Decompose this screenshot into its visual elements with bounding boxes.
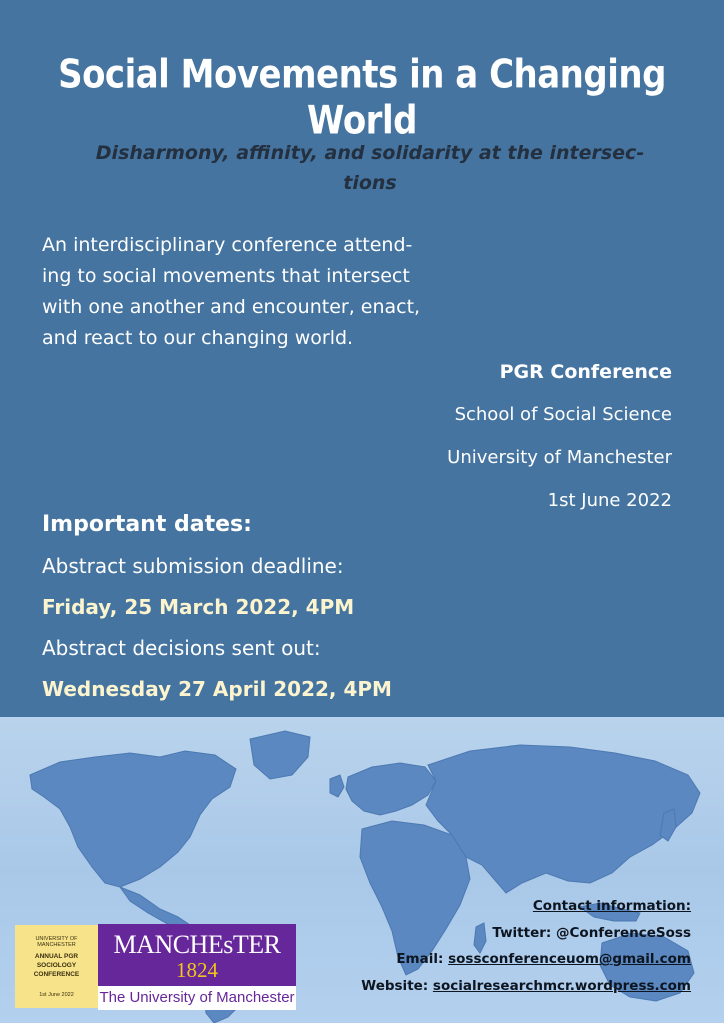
subtitle-line: Disharmony, affinity, and solidarity at the intersec- bbox=[95, 142, 645, 164]
university-of-manchester-logo bbox=[98, 924, 296, 1010]
poster-subtitle bbox=[80, 138, 660, 198]
badge-top-line: MANCHESTER bbox=[37, 942, 76, 948]
conference-date: 1st June 2022 bbox=[547, 490, 672, 511]
greenland-shape bbox=[250, 731, 310, 779]
decision-date: Wednesday 27 April 2022, 4PM bbox=[42, 677, 392, 701]
contact-email bbox=[361, 949, 691, 976]
badge-main-line: ANNUAL PGR bbox=[34, 953, 79, 960]
europe-shape bbox=[346, 763, 436, 815]
contact-heading: Contact information: bbox=[532, 898, 691, 914]
badge-main-line: SOCIOLOGY bbox=[36, 962, 77, 969]
website-link[interactable]: socialresearchmcr.wordpress.com bbox=[432, 977, 691, 994]
important-dates bbox=[42, 508, 392, 713]
subtitle-line: tions bbox=[343, 172, 397, 194]
conference-school: School of Social Science bbox=[454, 404, 672, 425]
logo-wordmark: MANCHEsTER bbox=[113, 930, 281, 959]
intro-line: and react to our changing world. bbox=[42, 327, 354, 349]
abstract-deadline-label: Abstract submission deadline: bbox=[42, 554, 344, 578]
contact-twitter bbox=[361, 923, 691, 950]
email-link[interactable]: sossconferenceuom@gmail.com bbox=[448, 951, 691, 967]
contact-information bbox=[361, 896, 691, 1002]
logo-subtitle: The University of Manchester bbox=[98, 986, 296, 1010]
conference-details bbox=[447, 358, 672, 530]
decision-label: Abstract decisions sent out: bbox=[42, 636, 321, 660]
badge-top-line: UNIVERSITY OF bbox=[35, 936, 78, 942]
intro-paragraph bbox=[42, 230, 462, 354]
intro-line: An interdisciplinary conference attend- bbox=[42, 234, 413, 256]
north-america-shape bbox=[30, 751, 236, 887]
twitter-label: Twitter: bbox=[492, 924, 552, 941]
badge-date: 1st June 2022 bbox=[39, 992, 74, 998]
logo-year: 1824 bbox=[176, 958, 218, 982]
intro-line: with one another and encounter, enact, bbox=[42, 296, 421, 318]
poster-title: Social Movements in a Changing World bbox=[58, 52, 666, 144]
badge-main-line: CONFERENCE bbox=[33, 971, 80, 978]
intro-line: ing to social movements that intersect bbox=[42, 265, 410, 287]
pgr-conference-badge bbox=[15, 925, 98, 1008]
website-label: Website: bbox=[361, 977, 429, 994]
important-dates-heading: Important dates: bbox=[42, 512, 252, 537]
uk-shape bbox=[330, 775, 344, 797]
abstract-deadline-date: Friday, 25 March 2022, 4PM bbox=[42, 595, 355, 619]
email-label: Email: bbox=[396, 951, 444, 967]
conference-type: PGR Conference bbox=[499, 361, 672, 383]
contact-website bbox=[361, 976, 691, 1003]
twitter-handle[interactable]: @ConferenceSoss bbox=[556, 924, 691, 941]
conference-university: University of Manchester bbox=[447, 447, 672, 468]
